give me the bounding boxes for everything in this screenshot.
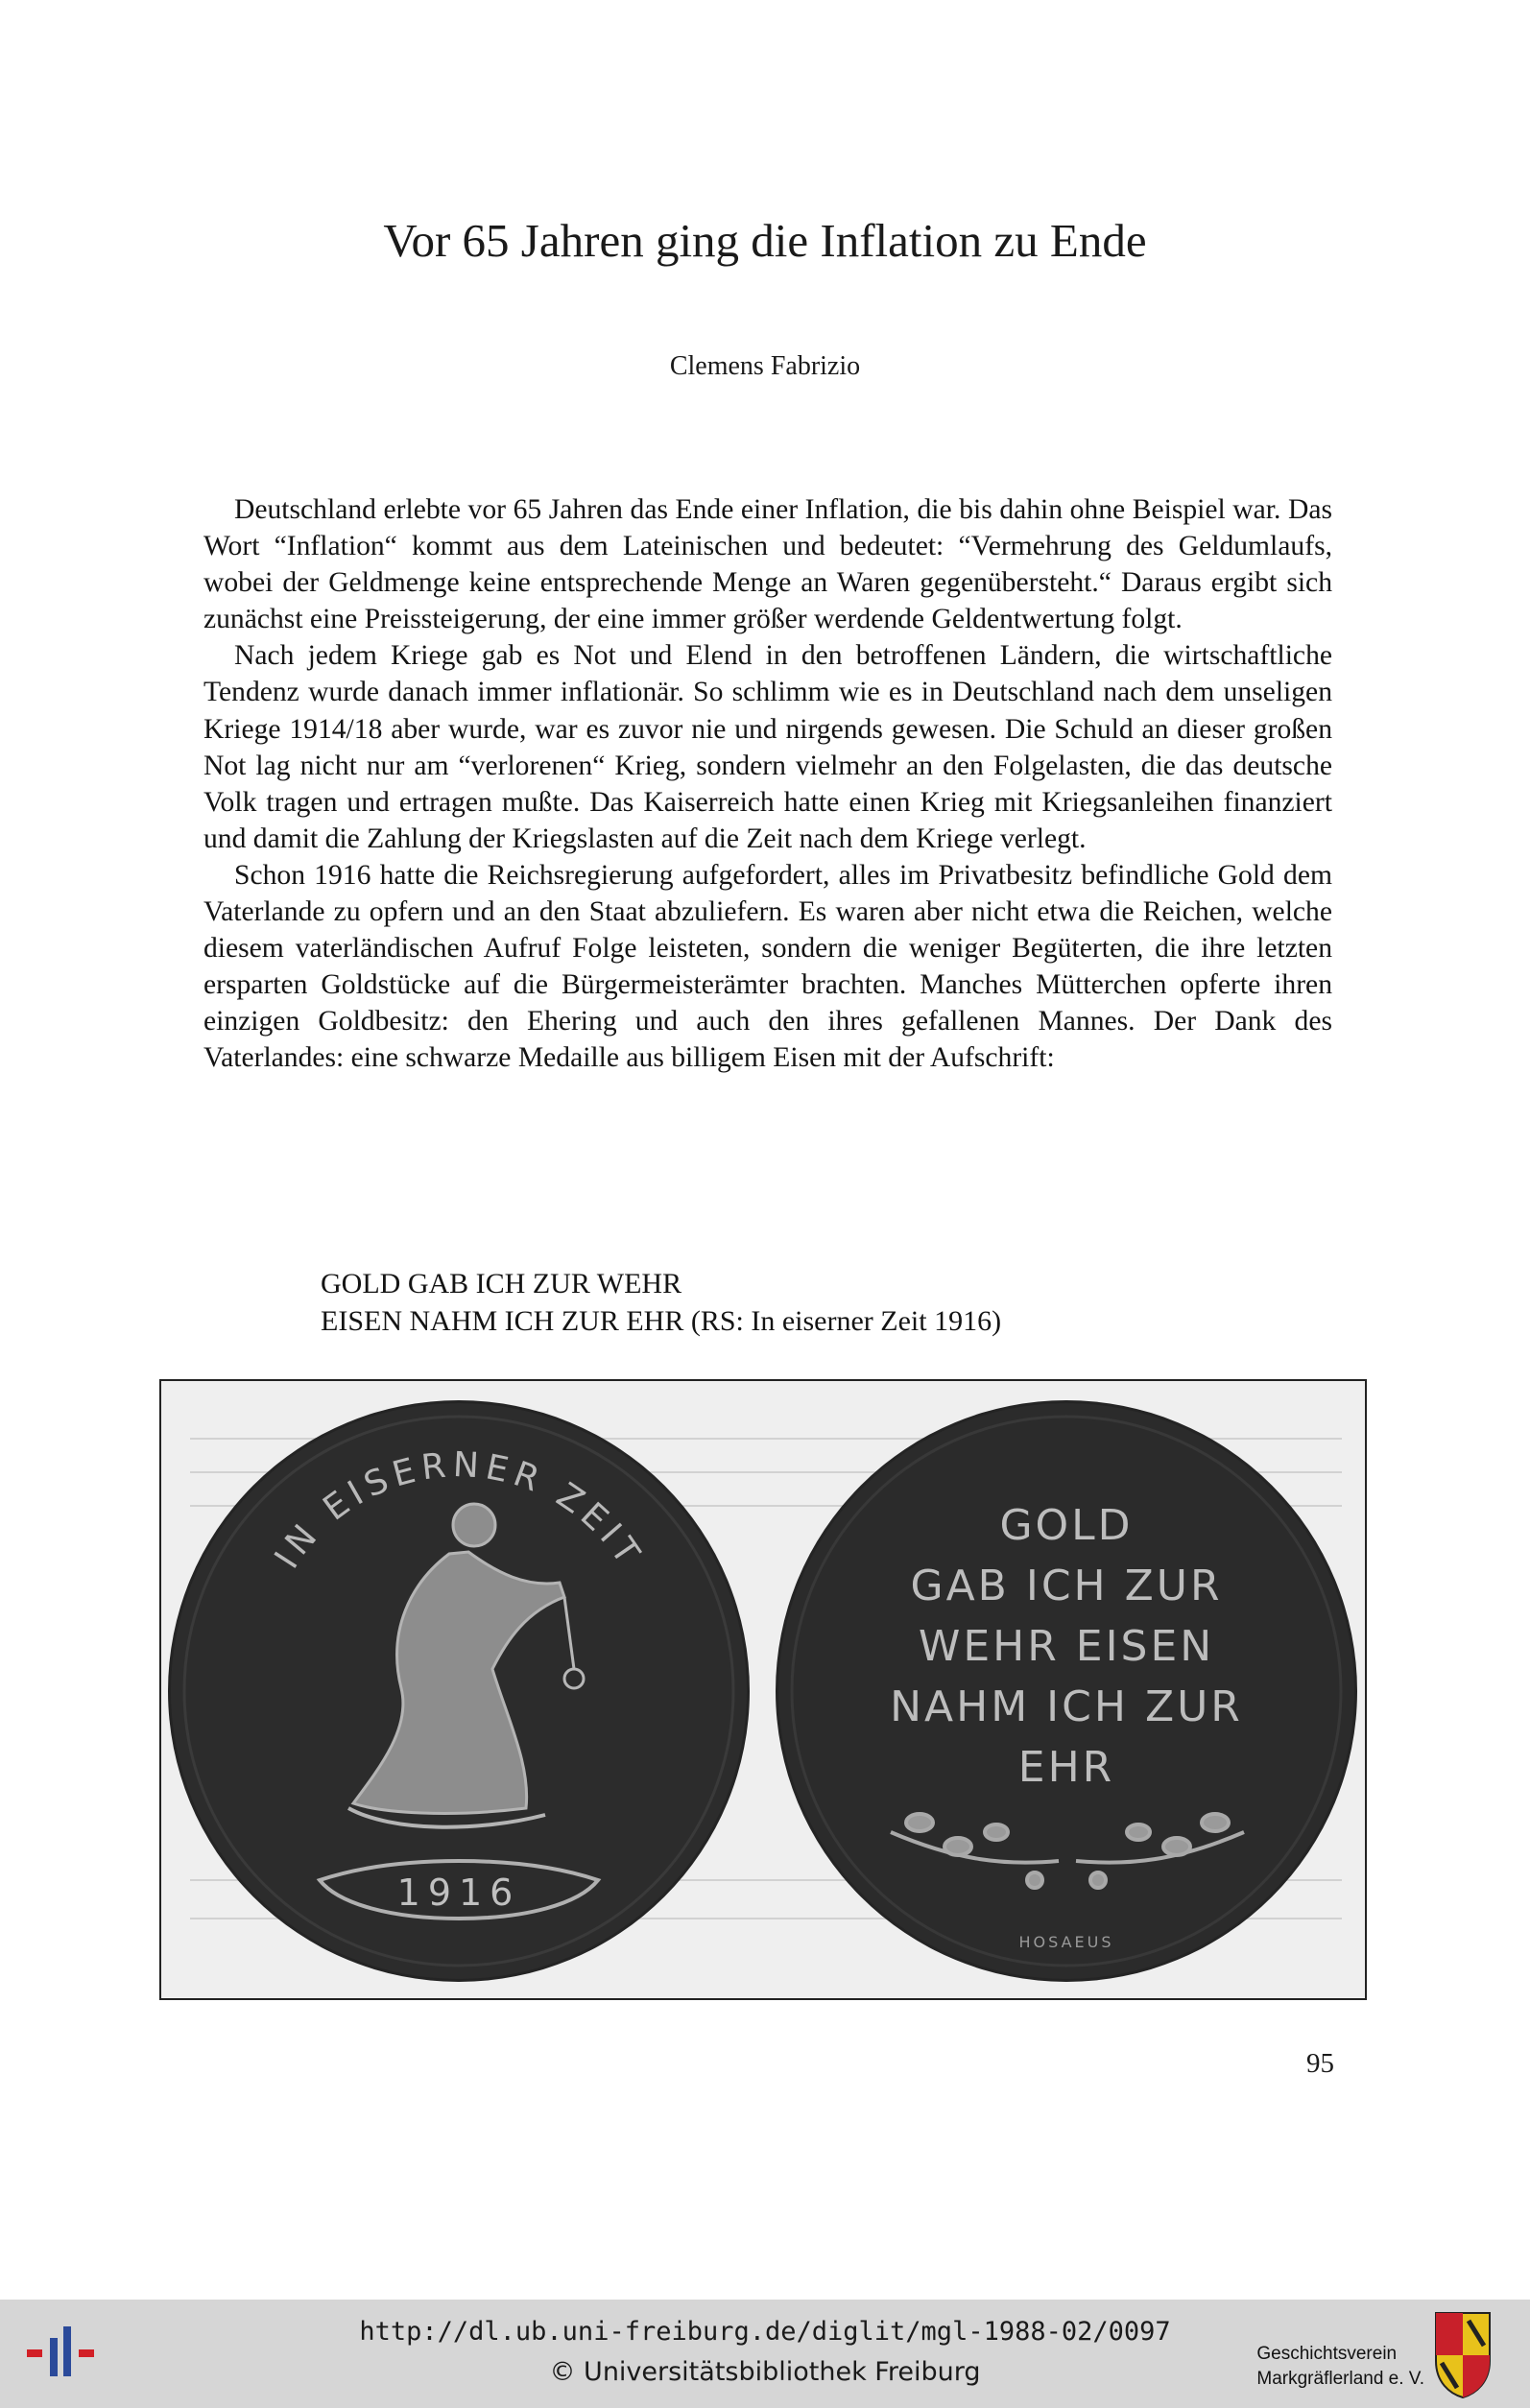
reverse-line: WEHR EISEN <box>918 1622 1215 1671</box>
footer-bar <box>0 2300 1530 2408</box>
medal-reverse <box>776 1400 1357 1982</box>
reverse-signature: HOSAEUS <box>1018 1933 1114 1951</box>
coat-of-arms-icon <box>1434 2311 1492 2399</box>
permalink-url[interactable]: http://dl.ub.uni-freiburg.de/diglit/mgl-1988-02/0097 <box>359 2317 1171 2347</box>
medal-inscription <box>321 1265 1001 1340</box>
reverse-line: NAHM ICH ZUR <box>890 1682 1243 1731</box>
paragraph: Schon 1916 hatte die Reichsregierung aufgefordert, alles im Privatbesitz befindliche Gold dem Vaterlande zu opfern und an den Staat abzuliefern. Es waren aber nicht etwa die Reichen, welche diesem vaterländischen Aufruf Folge leisteten, sondern die weniger Begüterten, die ihre letzten ersparten Goldstücke auf die Bürgermeisterämter brachten. Manches Mütterchen opferte ihren einzigen Goldbesitz: den Ehering und auch den ihres gefallenen Mannes. Der Dank des Vaterlandes: eine schwarze Medaille aus billigem Eisen mit der Aufschrift: <box>203 859 1332 1074</box>
article-author: Clemens Fabrizio <box>669 351 861 381</box>
article-body <box>203 491 1332 1077</box>
obverse-year: 1916 <box>396 1872 521 1914</box>
inscription-line: EISEN NAHM ICH ZUR EHR (RS: In eiserner Zeit 1916) <box>321 1305 1002 1337</box>
paragraph: Nach jedem Kriege gab es Not und Elend in den betroffenen Ländern, die wirtschaftliche Tendenz wurde danach immer inflationär. So schlimm wie es in Deutschland nach dem unseligen Kriege 1914/18 aber wurde, war es zuvor nie und nirgends gewesen. Die Schuld an dieser großen Not lag nicht nur am “verlorenen“ Krieg, sondern vielmehr an den Folgelasten, die das deutsche Volk tragen und ertragen mußte. Das Kaiserreich hatte einen Krieg mit Kriegsanleihen finanziert und damit die Zahlung der Kriegslasten auf die Zeit nach dem Kriege verlegt. <box>203 640 1332 854</box>
paragraph: Deutschland erlebte vor 65 Jahren das Ende einer Inflation, die bis dahin ohne Beispiel war. Das Wort “Inflation“ kommt aus dem Lateinischen und bedeutet: “Vermehrung des Geldumlaufs, wobei der Geldmenge keine entsprechende Menge an Waren gegenübersteht.“ Daraus ergibt sich zunächst eine Preissteigerung, der eine immer größer werdende Geldentwertung folgt. <box>203 494 1332 635</box>
society-line: Geschichtsverein <box>1256 2344 1398 2364</box>
page-number: 95 <box>1306 2048 1334 2079</box>
inscription-line: GOLD GAB ICH ZUR WEHR <box>321 1268 682 1299</box>
copyright-notice: © Universitätsbibliothek Freiburg <box>549 2357 981 2387</box>
society-name <box>1256 2342 1424 2392</box>
article-title: Vor 65 Jahren ging die Inflation zu Ende <box>383 214 1147 267</box>
reverse-line: GOLD <box>999 1501 1134 1550</box>
reverse-line: EHR <box>1017 1743 1115 1792</box>
medal-illustration <box>161 1381 1367 2000</box>
medal-photo <box>159 1379 1367 2000</box>
medal-obverse <box>168 1400 750 1982</box>
reverse-line: GAB ICH ZUR <box>910 1562 1223 1610</box>
obverse-legend: IN EISERNER ZEIT <box>267 1444 651 1576</box>
society-line: Markgräflerland e. V. <box>1256 2369 1424 2389</box>
